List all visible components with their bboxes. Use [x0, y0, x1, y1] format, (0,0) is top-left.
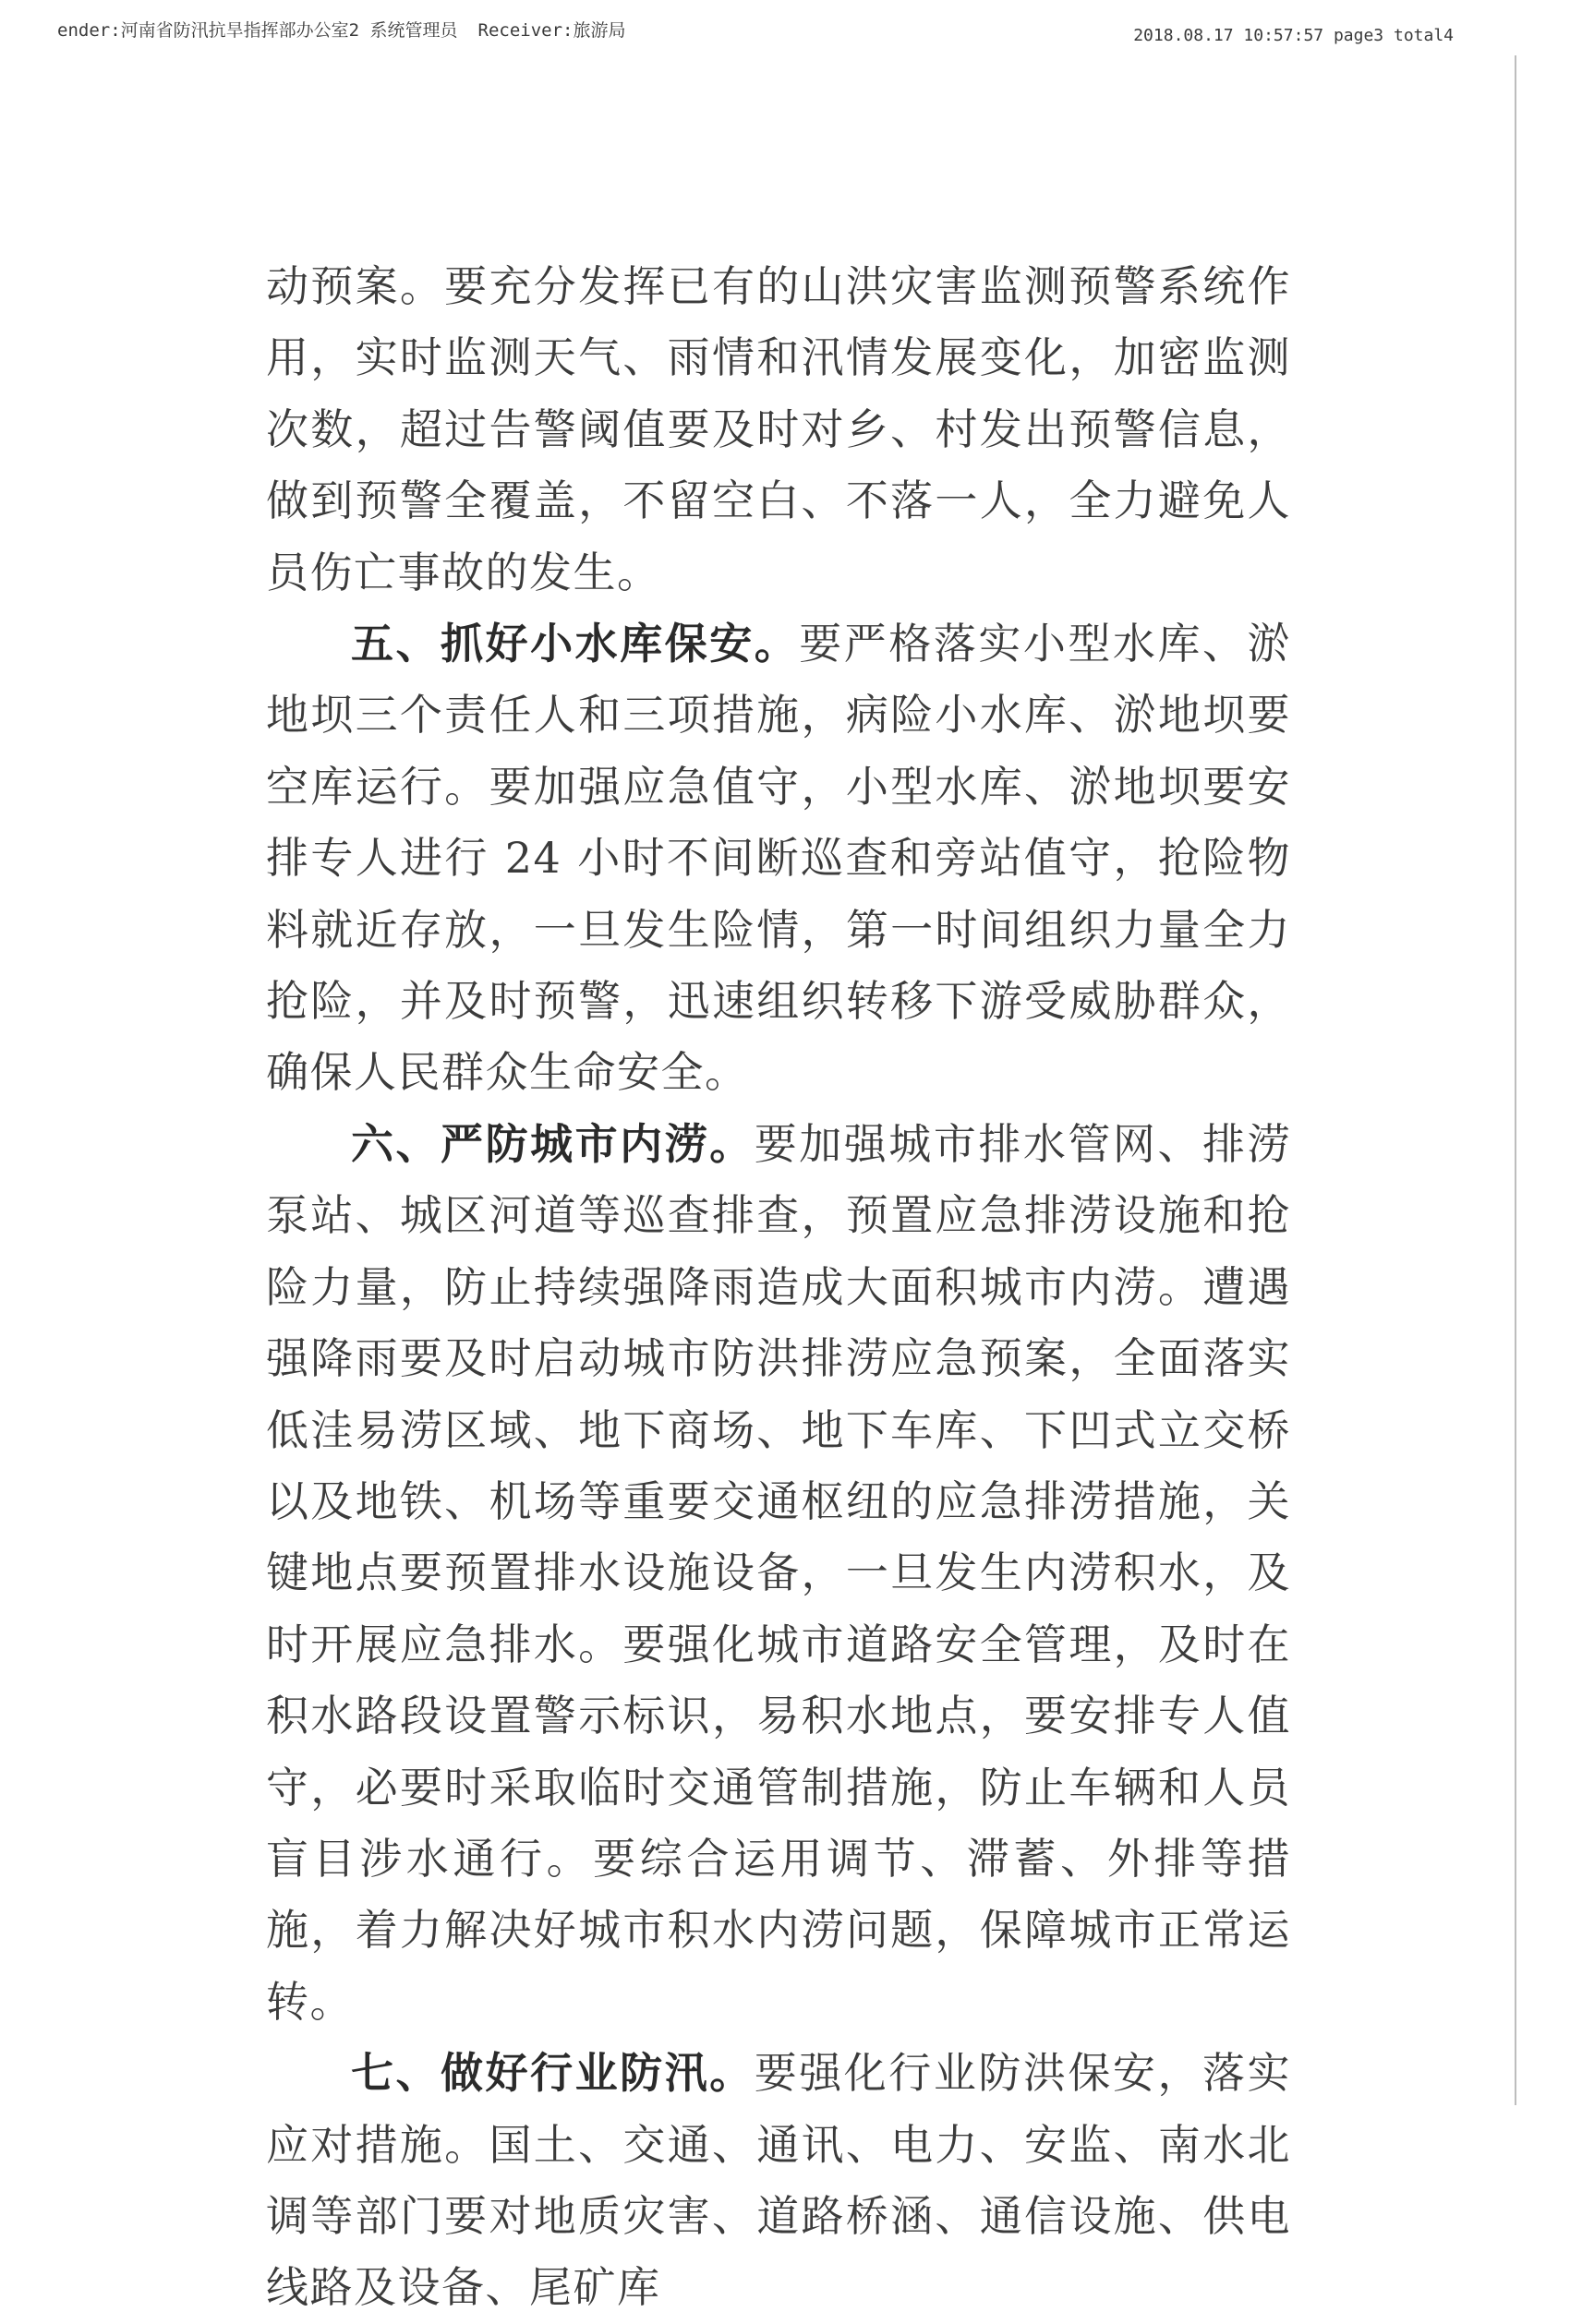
paragraph-text: 要严格落实小型水库、淤地坝三个责任人和三项措施，病险小水库、淤地坝要空库运行。要加强应急值守，小型水库、淤地坝要安排专人进行 24 小时不间断巡查和旁站值守，抢险物料就近存放，一旦发生险情，第一时间组织力量全力抢险，并及时预警，迅速组织转移下游受威胁群众，确保人民群众生命安全。 [266, 619, 1292, 1098]
paragraph-section-5 [266, 608, 1291, 1109]
document-body [266, 251, 1291, 2324]
fax-sender: ender:河南省防汛抗旱指挥部办公室2 系统管理员 [57, 20, 458, 41]
fax-receiver: Receiver:旅游局 [477, 20, 626, 41]
fax-datetime-page: 2018.08.17 10:57:57 page3 total4 [1133, 26, 1454, 45]
section-heading: 五、抓好小水库保安。 [351, 619, 800, 669]
paragraph-section-7 [266, 2038, 1291, 2324]
scan-edge-line [1515, 55, 1516, 2105]
paragraph-text: 要加强城市排水管网、排涝泵站、城区河道等巡查排查，预置应急排涝设施和抢险力量，防止持续强降雨造成大面积城市内涝。遭遇强降雨要及时启动城市防洪排涝应急预案，全面落实低洼易涝区域、地下商场、地下车库、下凹式立交桥以及地铁、机场等重要交通枢纽的应急排涝措施，关键地点要预置排水设施设备，一旦发生内涝积水，及时开展应急排水。要强化城市道路安全管理，及时在积水路段设置警示标识，易积水地点，要安排专人值守，必要时采取临时交通管制措施，防止车辆和人员盲目涉水通行。要综合运用调节、滞蓄、外排等措施，着力解决好城市积水内涝问题，保障城市正常运转。 [266, 1118, 1292, 2027]
fax-sender-receiver [57, 17, 625, 42]
paragraph-section-6 [266, 1109, 1291, 2038]
paragraph-text: 要强化行业防洪保安，落实应对措施。国土、交通、通讯、电力、安监、南水北调等部门要对地质灾害、道路桥涵、通信设施、供电线路及设备、尾矿库 [266, 2048, 1292, 2313]
paragraph-text: 动预案。要充分发挥已有的山洪灾害监测预警系统作用，实时监测天气、雨情和汛情发展变化，加密监测次数，超过告警阈值要及时对乡、村发出预警信息，做到预警全覆盖，不留空白、不落一人，全力避免人员伤亡事故的发生。 [266, 261, 1291, 597]
fax-header [57, 17, 1513, 54]
paragraph-continuation [266, 251, 1291, 608]
section-heading: 七、做好行业防汛。 [351, 2048, 755, 2099]
section-heading: 六、严防城市内涝。 [351, 1118, 755, 1169]
